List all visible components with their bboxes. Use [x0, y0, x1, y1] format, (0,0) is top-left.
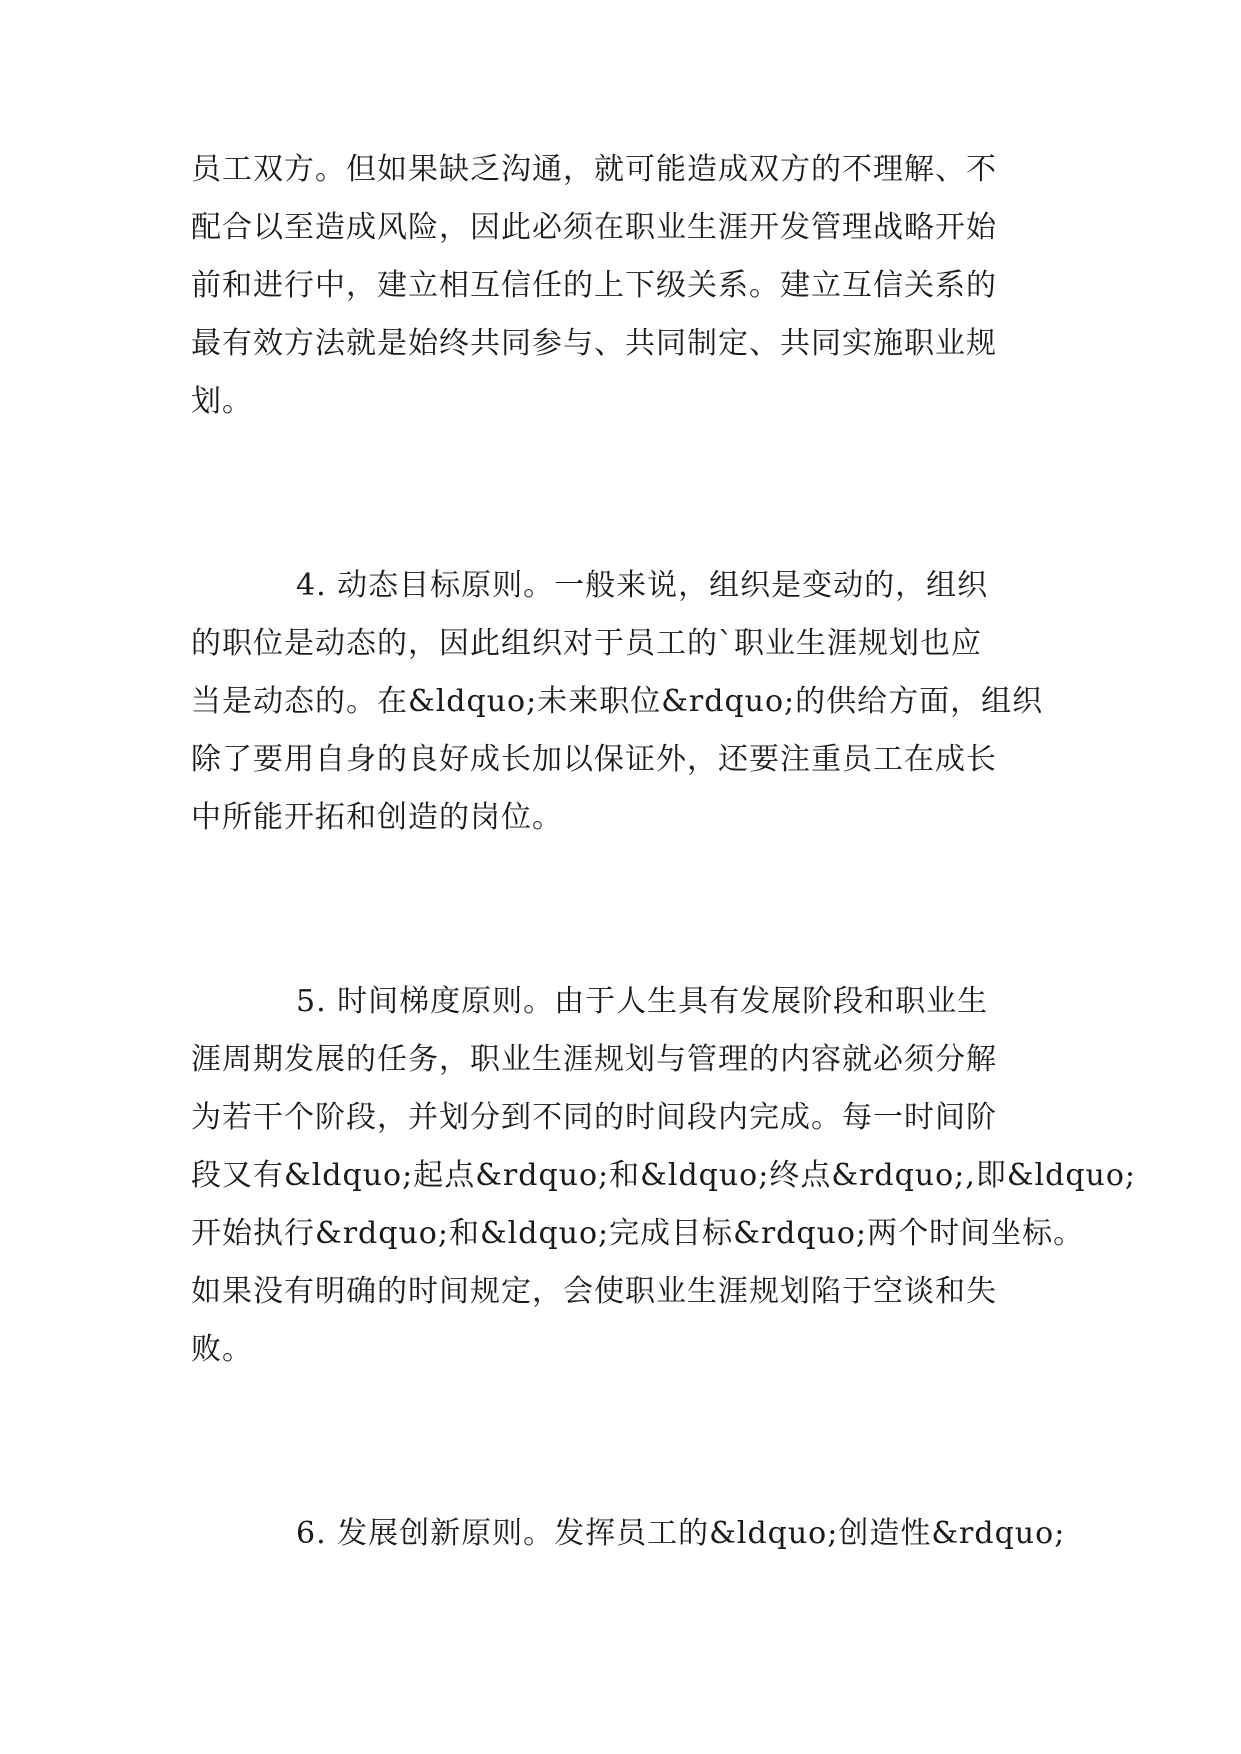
- paragraph-line: 的职位是动态的，因此组织对于员工的`职业生涯规划也应: [191, 626, 982, 661]
- paragraph-line: 员工双方。但如果缺乏沟通，就可能造成双方的不理解、不: [191, 152, 997, 187]
- paragraph-line: 5. 时间梯度原则。由于人生具有发展阶段和职业生: [296, 984, 989, 1019]
- paragraph-line: 划。: [191, 384, 253, 419]
- paragraph-line: 除了要用自身的良好成长加以保证外，还要注重员工在成长: [191, 742, 997, 777]
- paragraph-line: 为若干个阶段，并划分到不同的时间段内完成。每一时间阶: [191, 1100, 997, 1135]
- paragraph-line: 如果没有明确的时间规定，会使职业生涯规划陷于空谈和失: [191, 1274, 997, 1309]
- paragraph-line: 涯周期发展的任务，职业生涯规划与管理的内容就必须分解: [191, 1042, 997, 1077]
- paragraph-line: 中所能开拓和创造的岗位。: [191, 800, 563, 835]
- paragraph-line: 最有效方法就是始终共同参与、共同制定、共同实施职业规: [191, 326, 997, 361]
- paragraph-line: 前和进行中，建立相互信任的上下级关系。建立互信关系的: [191, 268, 997, 303]
- paragraph-line: 当是动态的。在&ldquo;未来职位&rdquo;的供给方面，组织: [191, 684, 1044, 719]
- paragraph-line: 6. 发展创新原则。发挥员工的&ldquo;创造性&rdquo;: [296, 1516, 1066, 1551]
- paragraph-line: 段又有&ldquo;起点&rdquo;和&ldquo;终点&rdquo;,即&ldquo;: [191, 1158, 1137, 1193]
- paragraph-line: 败。: [191, 1332, 253, 1367]
- paragraph-line: 配合以至造成风险，因此必须在职业生涯开发管理战略开始: [191, 210, 997, 245]
- paragraph-line: 开始执行&rdquo;和&ldquo;完成目标&rdquo;两个时间坐标。: [191, 1216, 1085, 1251]
- paragraph-line: 4. 动态目标原则。一般来说，组织是变动的，组织: [296, 568, 989, 603]
